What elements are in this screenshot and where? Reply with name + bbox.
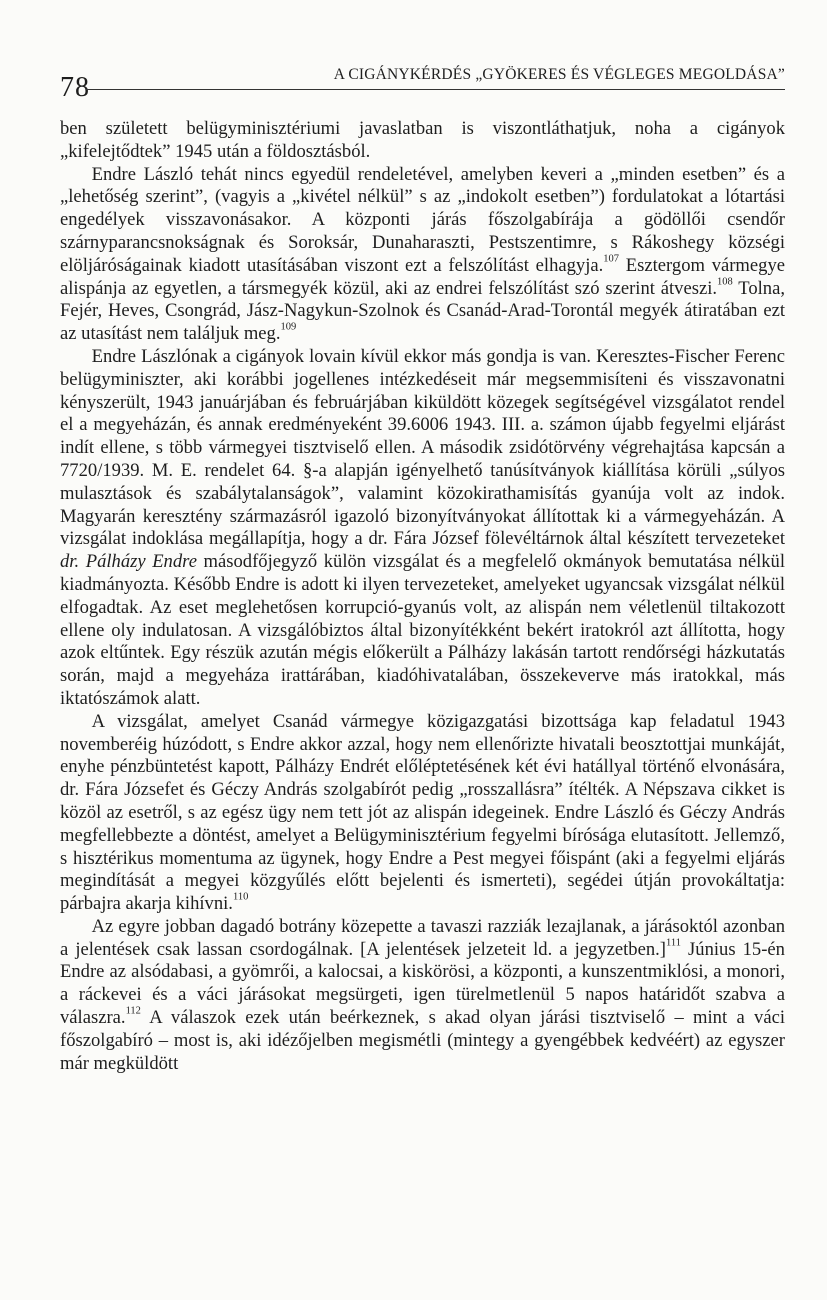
footnote-ref: 111 — [666, 937, 681, 949]
footnote-ref: 112 — [125, 1005, 141, 1017]
italic-name: dr. Pálházy Endre — [60, 551, 197, 573]
page-number: 78 — [60, 72, 90, 103]
footnote-ref: 107 — [603, 253, 620, 265]
paragraph: Endre László tehát nincs egyedül rendeletével, amelyben keveri a „minden esetben” és a „lehetőség szerint”, (vagyis a „kivétel nélkül” s az „indokolt esetben”) fordulatokat a lótartási engedélyek visszavonásakor. A központi járás főszolgabírája a gödöllői csendőr szárnyparancsnokságnak és Soroksár, Dunaharaszti, Pestszentimre, s Rákoshegy községi elöljáróságainak kiadott utasításában viszont ezt a felszólítást elhagyja.$^{107}$ Esztergom vármegye alispánja az egyetlen, a társmegyék közül, aki az endrei felszólítást szó szerint átveszi.$^{108}$ Tolna, Fejér, Heves, Csongrád, Jász-Nagykun-Szolnok és Csanád-Arad-Torontál megyék átiratában ezt az utasítást nem találjuk meg.$^{109}$ — [60, 163, 785, 345]
paragraph: A vizsgálat, amelyet Csanád vármegye közigazgatási bizottsága kap feladatul 1943 novemberéig húzódott, s Endre akkor azzal, hogy nem ellenőrizte hivatali beosztottjai munkáját, enyhe pénzbüntetést kapott, Pálházy Endrét előléptetésének két évi hatállyal történő elvonására, dr. Fára Józsefet és Géczy András szolgabírót pedig „rosszallásra” ítélték. A Népszava cikket is közöl az esetről, s az egész ügy nem tett jót az alispán idegeinek. Endre László és Géczy András megfellebbezte a döntést, amelyet a Belügyminisztérium fegyelmi bírósága elutasított. Jellemző, s hisztérikus momentuma az ügynek, hogy Endre a Pest megyei főispánt (aki a fegyelmi eljárás megindítását a megyei közgyűlés előtt bejelenti és ismerteti), segédei útján provokáltatja: párbajra akarja kihívni.$^{110}$ — [60, 710, 785, 915]
paragraph: ben született belügyminisztériumi javaslatban is viszontláthatjuk, noha a cigányok „kifelejtődtek” 1945 után a földosztásból. — [60, 118, 785, 162]
body-text — [60, 118, 785, 1075]
running-title: A CIGÁNYKÉRDÉS „GYÖKERES ÉS VÉGLEGES MEGOLDÁSA” — [333, 66, 785, 83]
paragraph: Endre Lászlónak a cigányok lovain kívül ekkor más gondja is van. Keresztes-Fischer Ferenc belügyminiszter, aki korábbi jogellenes intézkedéseit már megsemmisíteni és visszavonatni kényszerült, 1943 januárjában és februárjában kiküldött közegek segítségével vizsgálatot rendel el a megyeházán, és annak eredményeként 39.6006 1943. III. a. számon újabb fegyelmi eljárást indít ellene, s több vármegyei tisztviselő ellen. A második zsidótörvény végrehajtása kapcsán a 7720/1939. M. E. rendelet 64. §-a alapján igényelhető tanúsítványok kiállítása körüli „súlyos mulasztások és szabálytalanságok”, valamint közokirathamisítás gyanúja volt az indok. Magyarán keresztény származásról igazoló bizonyítványokat állítottak ki a vármegyeházán. A vizsgálat indoklása megállapítja, hogy a dr. Fára József fölevéltárnok által készített tervezeteket dr. Pálházy Endre másodfőjegyző külön vizsgálat és a megfelelő okmányok bemutatása nélkül kiadmányozta. Később Endre is adott ki ilyen tervezeteket, amelyeket ugyancsak vizsgálat nélkül elfogadtak. Az eset meglehetősen korrupció-gyanús volt, az alispán nem véletlenül tiltakozott ellene oly indulatosan. A vizsgálóbiztos által bizonyítékként bekért iratokról azt állította, hogy azok eltűntek. Egy részük azután mégis előkerült a Pálházy lakásán tartott rendőrségi házkutatás során, majd a megyeháza irattárában, kiadóhivatalában, összekeverve más iratokkal, más iktatószámok alatt. — [60, 345, 786, 709]
header-rule — [86, 89, 785, 90]
page-header — [60, 62, 785, 102]
footnote-ref: 109 — [280, 321, 297, 333]
paragraph: Az egyre jobban dagadó botrány közepette a tavaszi razziák lezajlanak, a járásoktól azonban a jelentések csak lassan csordogálnak. [A jelentések jelzeteit ld. a jegyzetben.]$^{111}$ Június 15-én Endre az alsódabasi, a gyömrői, a kalocsai, a kiskörösi, a központi, a kunszentmiklósi, a monori, a ráckevei és a váci járásokat megsürgeti, igen türelmetlenül 5 napos határidőt szabva a válaszra.$^{112}$ A válaszok ezek után beérkeznek, s akad olyan járási tisztviselő – mint a váci főszolgabíró – most is, aki idézőjelben megismétli (mintegy a gyengébbek kedvéért) az egyszer már megküldött — [60, 915, 785, 1074]
footnote-ref: 110 — [232, 891, 249, 903]
footnote-ref: 108 — [717, 276, 733, 288]
